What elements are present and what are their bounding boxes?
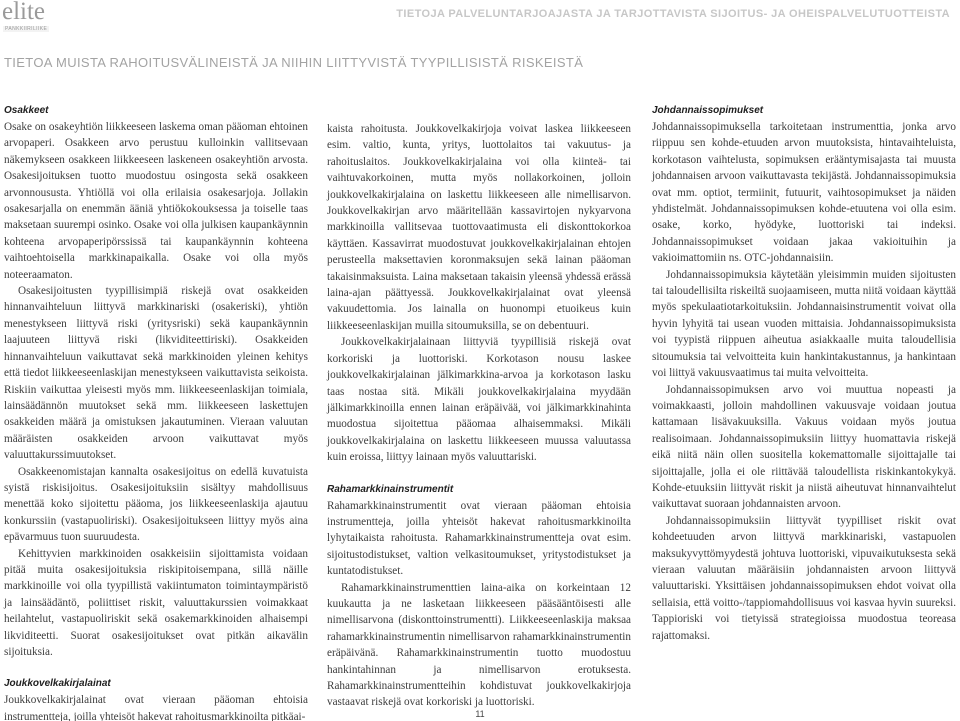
paragraph: Johdannaissopimuksiin liittyvät tyypilliset riskit ovat kohdeetuuden arvon liittyvä markkinariski, vastapuolen maksukyvyttömyydestä johtuva luottoriski, vipuvaikutuksesta sekä vieraan valuutan määräisiin johdannaisten arvoon liittyvä valuuttariski. Yksittäisen johdannaissopimuksen ehdot voivat olla sellaisia, että voitto-/tappiomahdollisuus voi kasvaa hyvin suureksi. Tappioriski voi tietyissä strategioissa muodostua teoreasa rajattomaksi. — [652, 514, 956, 642]
column-left — [4, 104, 308, 721]
paragraph: Johdannaissopimuksella tarkoitetaan instrumenttia, jonka arvo riippuu sen kohde-etuuden arvon muutoksista, hintavaihteluista, korkotason vaihtelusta, sopimuksen erääntymisajasta tai muusta johdannaisen arvoon vaikuttavasta tekijästä. Johdannaissopimuksia ovat mm. optiot, termiinit, futuurit, vaihtosopimukset ja näiden yhdistelmät. Johdannaissopimuksen kohde-etuutena voi olla esim. osake, korko, hyödyke, luottoriski tai indeksi. Johdannaissopimukset voidaan jakaa vakioituihin ja vakioimattomiin ns. OTC-johdannaisiin. — [652, 121, 956, 265]
column-right — [652, 104, 956, 644]
paragraph: Joukkovelkakirjalainaan liittyviä tyypillisiä riskejä ovat korkoriski ja luottoriski. Korkotason nousu laskee joukkovelkakirjalainan jälkimarkkina-arvoa ja korkotason lasku taas nostaa sitä. Mikäli joukkovelkakirjalaina myydään jälkimarkkinoilla ennen lainan eräpäivää, voi jälkimarkkinahinta muodostua sijoitettua pääomaa alhaisemmaksi. Mikäli joukkovelkakirjalaina on laskettu liikkeeseen muussa valuutassa kuin eroissa, liittyy lainaan myös valuuttariski. — [327, 336, 631, 464]
logo-subtitle: PANKKIIRILIIKE — [5, 26, 48, 32]
paragraph: Kehittyvien markkinoiden osakkeisiin sijoittamista voidaan pitää muita osakesijoituksia riskipitoisempana, sillä näille markkinoille voi olla tyypillistä vakiintumaton toimintaympäristö ja lainsäädäntö, poliittiset riskit, valuuttakurssien voimakkaat heilahtelut, vastapuoliriskit sekä osakemarkkinoiden alhaisempi likviditeetti. Suorat osakesijoitukset ovat pitkän aikavälin sijoituksia. — [4, 547, 308, 658]
heading-joukkovelkakirjalainat: Joukkovelkakirjalainat — [4, 678, 111, 690]
column-middle — [327, 121, 631, 711]
heading-rahamarkkinainstrumentit: Rahamarkkinainstrumentit — [327, 483, 454, 495]
heading-osakkeet: Osakkeet — [4, 105, 49, 116]
logo-wordmark: elite — [2, 0, 46, 25]
page-number: 11 — [475, 709, 485, 719]
paragraph: Johdannaissopimuksia käytetään yleisimmin muiden sijoitusten tai taloudellisilta riskeiltä suojaamiseen, mutta niitä voidaan käyttää myös spekulaatiotarkoituksiin. Johdannaisinstrumentit voivat olla hyvin lyhyitä tai usean vuoden mittaisia. Johdannaissopimuksista voi tyypistä riippuen aiheutua asiakkaalle muita taloudellisia sitoumuksia tai velvoitteita kuin hankintakustannus, ja hankintaan voi liittyä vakuusvaatimus tai muita velvoitteita. — [652, 268, 956, 380]
paragraph: Rahamarkkinainstrumentit ovat vieraan pääoman ehtoisia instrumentteja, joilla yhteisöt hakevat rahoitusmarkkinoilta lyhytaikaista rahoitusta. Rahamarkkinainstrumentteja ovat esim. sijoitustodistukset, valtion velkasitoumukset, yritystodistukset ja kuntatodistukset. — [327, 499, 631, 578]
paragraph: Osake on osakeyhtiön liikkeeseen laskema oman pääoman ehtoinen arvopaperi. Osakkeen arvo perustuu kulloinkin vallitsevaan näkemykseen osakkeen liikkeeseen laskeneen osakeyhtiön arvosta. Osakesijoituksen tuotto muodostuu osingosta sekä osakkeen arvonnoususta. Yhtiöllä voi olla erilaisia osakesarjoja. Jollakin osakesarjalla on enemmän ääniä yhtiökokouksessa ja toiselle taas maksetaan suurempi osinko. Osake voi olla julkisen kaupankäynnin kohteena arvopaperipörssissä tai kaupankäynnin kohteena vaihtoehtoisella markkinapaikalla. Osake voi olla myös noteeraamaton. — [4, 121, 308, 281]
paragraph: Johdannaissopimuksen arvo voi muuttua nopeasti ja voimakkaasti, jolloin mahdollinen vakuusvaje voidaan joutua kattamaan lisävakuuksilla. Vakuus voidaan myös joutua realisoimaan. Johdannaissopimuksiin liittyy huomattavia riskejä eikä niitä näin ollen suositella kokemattomalle sijoittajalle tai sijoittajalle, jolla ei ole riittävää taloudellista riskinkantokykyä. Kohde-etuuksiin liittyvät riskit ja niistä aiheutuvat hinnanvaihtelut vaikuttavat suoraan johdannaisten arvoon. — [652, 383, 956, 511]
section-header: TIETOJA PALVELUNTARJOAJASTA JA TARJOTTAVISTA SIJOITUS- JA OHEISPALVELUTUOTTEISTA — [396, 8, 950, 20]
paragraph: Joukkovelkakirjalainat ovat vieraan pääoman ehtoisia instrumentteja, joilla yhteisöt hakevat rahoitusmarkkinoilta pitkäai- — [4, 694, 308, 721]
paragraph: Rahamarkkinainstrumenttien laina-aika on korkeintaan 12 kuukautta ja ne lasketaan liikkeeseen pääsääntöisesti alle nimellisarvona (diskonttoinstrumentti). Liikkeeseenlaskija maksaa rahamarkkinainstrumentin nimellisarvon rahamarkkinainstrumentin eräpäivänä. Rahamarkkinainstrumentin tuotto muodostuu hankintahinnan ja nimellisarvon erotuksesta. Rahamarkkinainstrumentteihin kohdistuvat joukkovelkakirjoja vastaavat riskejä ovat korkoriski ja luottoriski. — [327, 581, 631, 709]
page-title: TIETOA MUISTA RAHOITUSVÄLINEISTÄ JA NIIHIN LIITTYVISTÄ TYYPILLISISTÄ RISKEISTÄ — [4, 55, 584, 70]
paragraph: Osakkeenomistajan kannalta osakesijoitus on edellä kuvatuista syistä riskisijoitus. Osakesijoituksiin sisältyy mahdollisuus menettää koko sijoitettu pääoma, jos liikkeeseenlaskija ajautuu konkurssiin (vastapuoliriski). Osakesijoitukseen liittyy myös aina epävarmuus tuon suuruudesta. — [4, 465, 308, 544]
elite-logo — [2, 2, 62, 36]
paragraph: kaista rahoitusta. Joukkovelkakirjoja voivat laskea liikkeeseen esim. valtio, kunta, yritys, luottolaitos tai vakuutus- ja rahoituslaitos. Joukkovelkakirjalaina voi olla kiinteä- tai vaihtuvakorkoinen, mutta myös nollakorkoinen, jolloin joukkovelkakirjalaina on laskettu liikkeeseen alle nimellisarvon. Joukkovelkakirjan arvo määritellään kassavirtojen nykyarvona markkinoilla vallitsevaa tuottovaatimusta eli diskonttokorkoa käyttäen. Kassavirrat muodostuvat joukkovelkakirjalainan ehtojen perusteella maksettavien koronmaksujen sekä lainan pääoman takaisinmaksuista. Laina maksetaan takaisin yleensä yhdessä erässä laina-ajan päättyessä. Joukkovelkakirjalainat ovat yleensä vakuudettomia. Jos lainalla on huonompi etuoikeus kuin liikkeeseenlaskijan muilla sitoumuksilla, se on debentuuri. — [327, 123, 631, 332]
heading-johdannaissopimukset: Johdannaissopimukset — [652, 105, 764, 116]
paragraph: Osakesijoitusten tyypillisimpiä riskejä ovat osakkeiden hinnanvaihteluun liittyvä markkinariski (osakeriski), yhtiön menestykseen liittyvä riski (yritysriski) sekä kaupankäynnin laajuuteen liittyvä riski (likviditeettiriski). Osakkeiden hinnanvaihteluun vaikuttavat sekä markkinoiden yleinen kehitys että tiedot liikkeeseenlaskijan menestykseen vaikuttavista seikoista. Riskiin vaikuttaa yleisesti myös mm. liikkeeseenlaskijan toimiala, lainsäädännön muutokset sekä mm. liikkeeseen laskettujen osakkeiden määrä ja omistuksen jakautuminen. Vieraan valuutan määräisten osakkeiden arvoon vaikuttavat myös valuuttakurssimuutokset. — [4, 285, 308, 462]
